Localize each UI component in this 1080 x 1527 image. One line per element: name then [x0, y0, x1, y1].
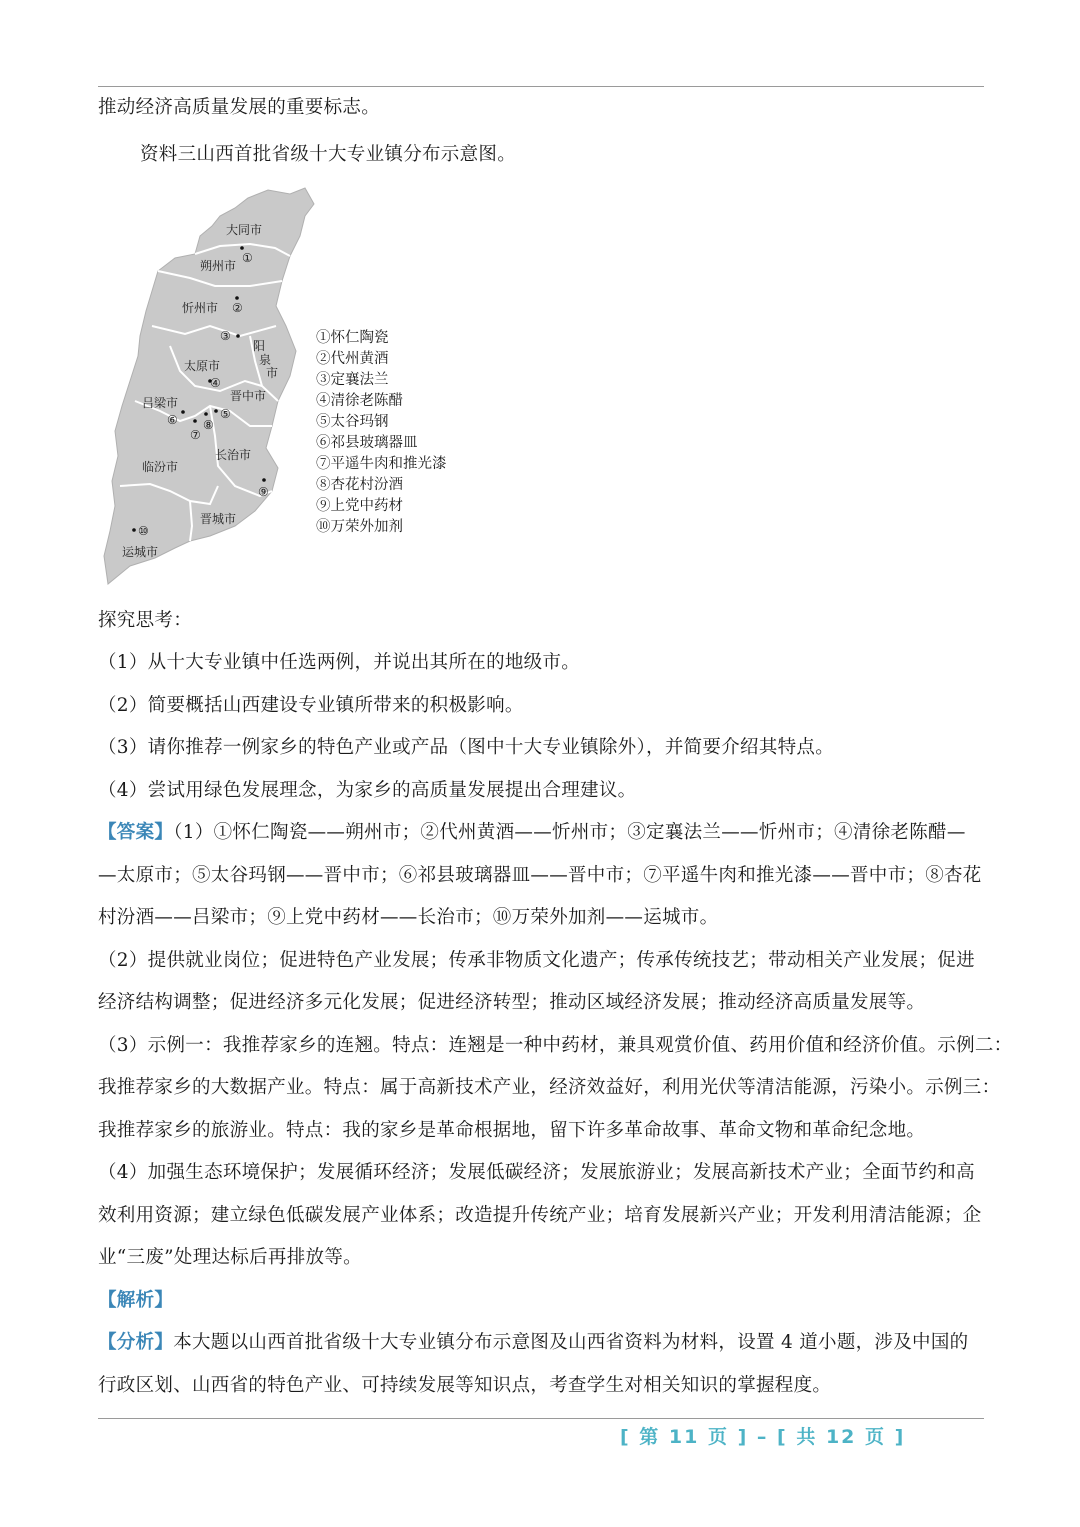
site-dot-7 — [193, 419, 197, 423]
legend-item-5: ⑤太谷玛钢 — [316, 414, 389, 430]
marker-6: ⑥ — [167, 413, 178, 427]
label-jinzhong: 晋中市 — [230, 389, 267, 403]
answer-tag: 【答案】 — [98, 822, 174, 843]
answer-2-part-1: （2）提供就业岗位；促进特色产业发展；传承非物质文化遗产；传承传统技艺；带动相关产业发展；促进 — [98, 950, 975, 971]
legend-item-2: ②代州黄酒 — [316, 351, 389, 367]
answer-line-1 — [98, 821, 984, 845]
label-taiyuan: 太原市 — [184, 359, 221, 373]
analysis-text-1: 本大题以山西首批省级十大专业镇分布示意图及山西省资料为材料，设置 4 道小题，涉及中国的 — [173, 1332, 969, 1353]
marker-10: ⑩ — [138, 524, 149, 538]
map-legend — [316, 328, 447, 538]
legend-item-1: ①怀仁陶瓷 — [316, 330, 389, 346]
label-yangquan-1: 阳 — [253, 339, 266, 353]
answer-1-part-2: —太原市；⑤太谷玛钢——晋中市；⑥祁县玻璃器皿——晋中市；⑦平遥牛肉和推光漆——晋中市；⑧杏花 — [98, 865, 982, 886]
page-number — [620, 1422, 905, 1449]
answer-3-part-1: （3）示例一：我推荐家乡的连翘。特点：连翘是一种中药材，兼具观赏价值、药用价值和经济价值。示例二： — [98, 1035, 1013, 1056]
site-dot-10 — [132, 528, 136, 532]
answer-3-part-2: 我推荐家乡的大数据产业。特点：属于高新技术产业，经济效益好，利用光伏等清洁能源，污染小。示例三： — [98, 1077, 1001, 1098]
material-title: 资料三山西首批省级十大专业镇分布示意图。 — [140, 144, 517, 165]
current-page-label: [ 第 11 页 ] — [620, 1426, 749, 1448]
answer-4-part-2: 效利用资源；建立绿色低碳发展产业体系；改造提升传统产业；培育发展新兴产业；开发利用清洁能源；企 — [98, 1205, 982, 1226]
label-yangquan-2: 泉 — [259, 353, 272, 367]
answer-4-part-1: （4）加强生态环境保护；发展循环经济；发展低碳经济；发展旅游业；发展高新技术产业；全面节约和高 — [98, 1162, 975, 1183]
legend-item-6: ⑥祁县玻璃器皿 — [316, 435, 418, 451]
site-dot-5 — [214, 409, 218, 413]
legend-item-7: ⑦平遥牛肉和推光漆 — [316, 456, 447, 472]
site-dot-6 — [181, 410, 185, 414]
answer-3-part-3: 我推荐家乡的旅游业。特点：我的家乡是革命根据地，留下许多革命故事、革命文物和革命纪念地。 — [98, 1120, 926, 1141]
marker-3: ③ — [220, 329, 231, 343]
label-yangquan-3: 市 — [266, 366, 279, 380]
answer-1-part-1: （1）①怀仁陶瓷——朔州市；②代州黄酒——忻州市；③定襄法兰——忻州市；④清徐老陈醋— — [173, 822, 966, 843]
site-dot-9 — [262, 478, 266, 482]
analysis-text-2: 行政区划、山西省的特色产业、可持续发展等知识点，考查学生对相关知识的掌握程度。 — [98, 1375, 832, 1396]
answer-4-part-3: 业“三废”处理达标后再排放等。 — [98, 1247, 362, 1268]
label-yuncheng: 运城市 — [122, 545, 159, 559]
answer-2-part-2: 经济结构调整；促进经济多元化发展；促进经济转型；推动区域经济发展；推动经济高质量发展等。 — [98, 992, 926, 1013]
site-dot-3 — [236, 334, 240, 338]
marker-4: ④ — [210, 376, 221, 390]
label-shuozhou: 朔州市 — [200, 259, 237, 273]
question-2: （2）简要概括山西建设专业镇所带来的积极影响。 — [98, 695, 524, 716]
fenxi-tag: 【分析】 — [98, 1332, 174, 1353]
header-rule — [98, 86, 984, 87]
label-linfen: 临汾市 — [142, 460, 179, 474]
site-dot-8 — [204, 412, 208, 416]
marker-7: ⑦ — [190, 428, 201, 442]
total-pages-label: [ 共 12 页 ] — [777, 1426, 906, 1448]
question-1: （1）从十大专业镇中任选两例，并说出其所在的地级市。 — [98, 652, 581, 673]
footer-rule — [98, 1418, 984, 1419]
label-datong: 大同市 — [226, 223, 263, 237]
legend-item-9: ⑨上党中药材 — [316, 498, 403, 514]
page-separator: – — [756, 1426, 769, 1448]
question-4: （4）尝试用绿色发展理念，为家乡的高质量发展提出合理建议。 — [98, 780, 637, 801]
legend-item-8: ⑧杏花村汾酒 — [316, 477, 403, 493]
legend-item-4: ④清徐老陈醋 — [316, 393, 403, 409]
site-dot-1 — [240, 246, 244, 250]
text-line-0: 推动经济高质量发展的重要标志。 — [98, 97, 381, 118]
label-xinzhou: 忻州市 — [182, 301, 219, 315]
label-lvliang: 吕梁市 — [142, 396, 179, 410]
label-changzhi: 长治市 — [215, 448, 252, 462]
marker-1: ① — [242, 251, 253, 265]
site-dot-2 — [235, 296, 239, 300]
question-3: （3）请你推荐一例家乡的特色产业或产品（图中十大专业镇除外），并简要介绍其特点。 — [98, 737, 835, 758]
questions-heading: 探究思考： — [98, 610, 193, 631]
marker-8: ⑧ — [203, 418, 214, 432]
analysis-tag: 【解析】 — [98, 1290, 174, 1311]
legend-item-3: ③定襄法兰 — [316, 372, 389, 388]
marker-5: ⑤ — [220, 407, 231, 421]
analysis-line-1 — [98, 1331, 984, 1355]
marker-2: ② — [232, 301, 243, 315]
label-jincheng: 晋城市 — [200, 512, 237, 526]
answer-1-part-3: 村汾酒——吕梁市；⑨上党中药材——长治市；⑩万荣外加剂——运城市。 — [98, 907, 719, 928]
legend-item-10: ⑩万荣外加剂 — [316, 519, 403, 535]
marker-9: ⑨ — [258, 485, 269, 499]
